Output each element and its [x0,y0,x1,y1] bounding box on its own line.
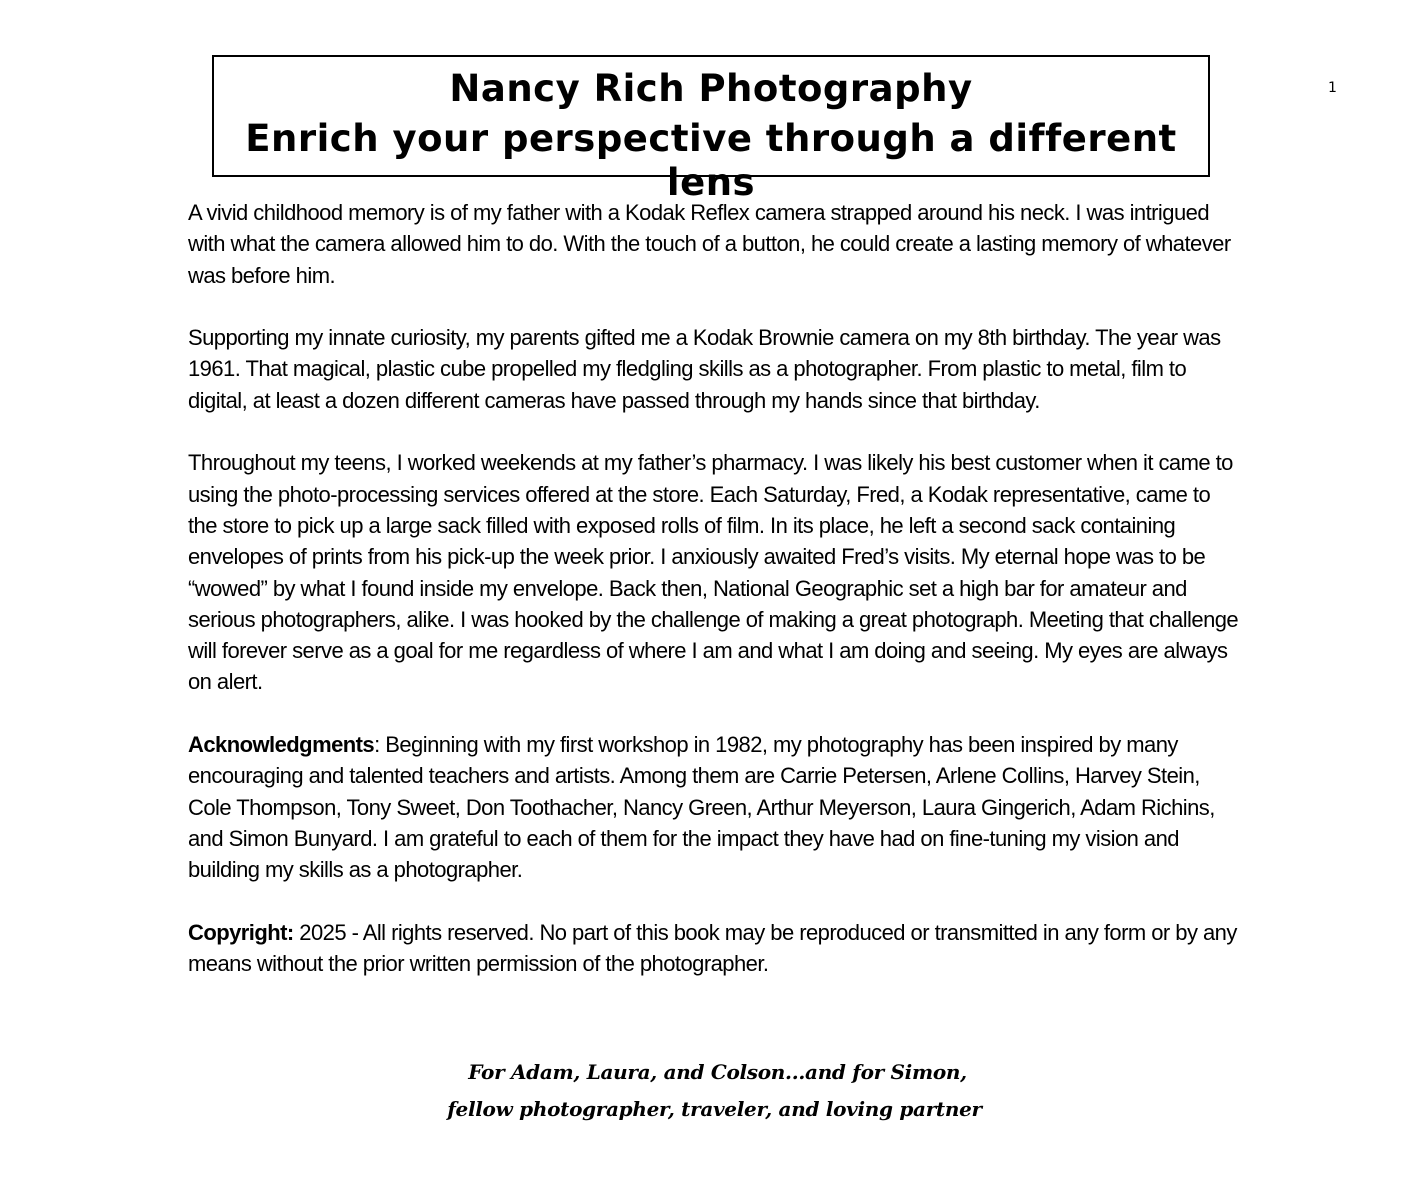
acknowledgments-label: Acknowledgments [188,732,375,758]
copyright-section [188,917,1243,980]
paragraph-pharmacy: Throughout my teens, I worked weekends at my father’s pharmacy. I was likely his best customer when it came to using the photo-processing services offered at the store. Each Saturday, Fred, a Kodak representative, came to the store to pick up a large sack filled with exposed rolls of film. In its place, he left a second sack containing envelopes of prints from his pick-up the week prior. I anxiously awaited Fred’s visits. My eternal hope was to be “wowed” by what I found inside my envelope. Back then, National Geographic set a high bar for amateur and serious photographers, alike. I was hooked by the challenge of making a great photograph. Meeting that challenge will forever serve as a goal for me regardless of where I am and what I am doing and seeing. My eyes are always on alert. [188,450,1239,695]
dedication-line-1: For Adam, Laura, and Colson...and for Simon, [468,1060,967,1084]
dedication-line-2: fellow photographer, traveler, and loving partner [447,1097,982,1121]
body-text [188,197,1243,979]
paragraph-childhood-memory: A vivid childhood memory is of my father with a Kodak Reflex camera strapped around his neck. I was intrigued with what the camera allowed him to do. With the touch of a button, he could create a lasting memory of whatever was before him. [188,200,1231,288]
copyright-text: 2025 - All rights reserved. No part of this book may be reproduced or transmitted in any form or by any means without the prior written permission of the photographer. [188,919,1237,977]
page-title: Nancy Rich Photography [449,67,973,110]
paragraph-brownie-camera: Supporting my innate curiosity, my parents gifted me a Kodak Brownie camera on my 8th birthday. The year was 1961. That magical, plastic cube propelled my fledgling skills as a photographer. From plastic to metal, film to digital, at least a dozen different cameras have passed through my hands since that birthday. [188,325,1221,413]
copyright-label: Copyright: [188,919,294,945]
acknowledgments-text: : Beginning with my first workshop in 1982, my photography has been inspired by many encouraging and talented teachers and artists. Among them are Carrie Petersen, Arlene Collins, Harvey Stein, Cole Thompson, Tony Sweet, Don Toothacher, Nancy Green, Arthur Meyerson, Laura Gingerich, Adam Richins, and Simon Bunyard. I am grateful to each of them for the impact they have had on fine-tuning my vision and building my skills as a photographer. [188,732,1215,883]
page-tagline: Enrich your perspective through a different lens [245,117,1177,204]
title-box [212,55,1210,204]
page-number: 1 [1328,80,1337,96]
acknowledgments-section [188,729,1243,885]
